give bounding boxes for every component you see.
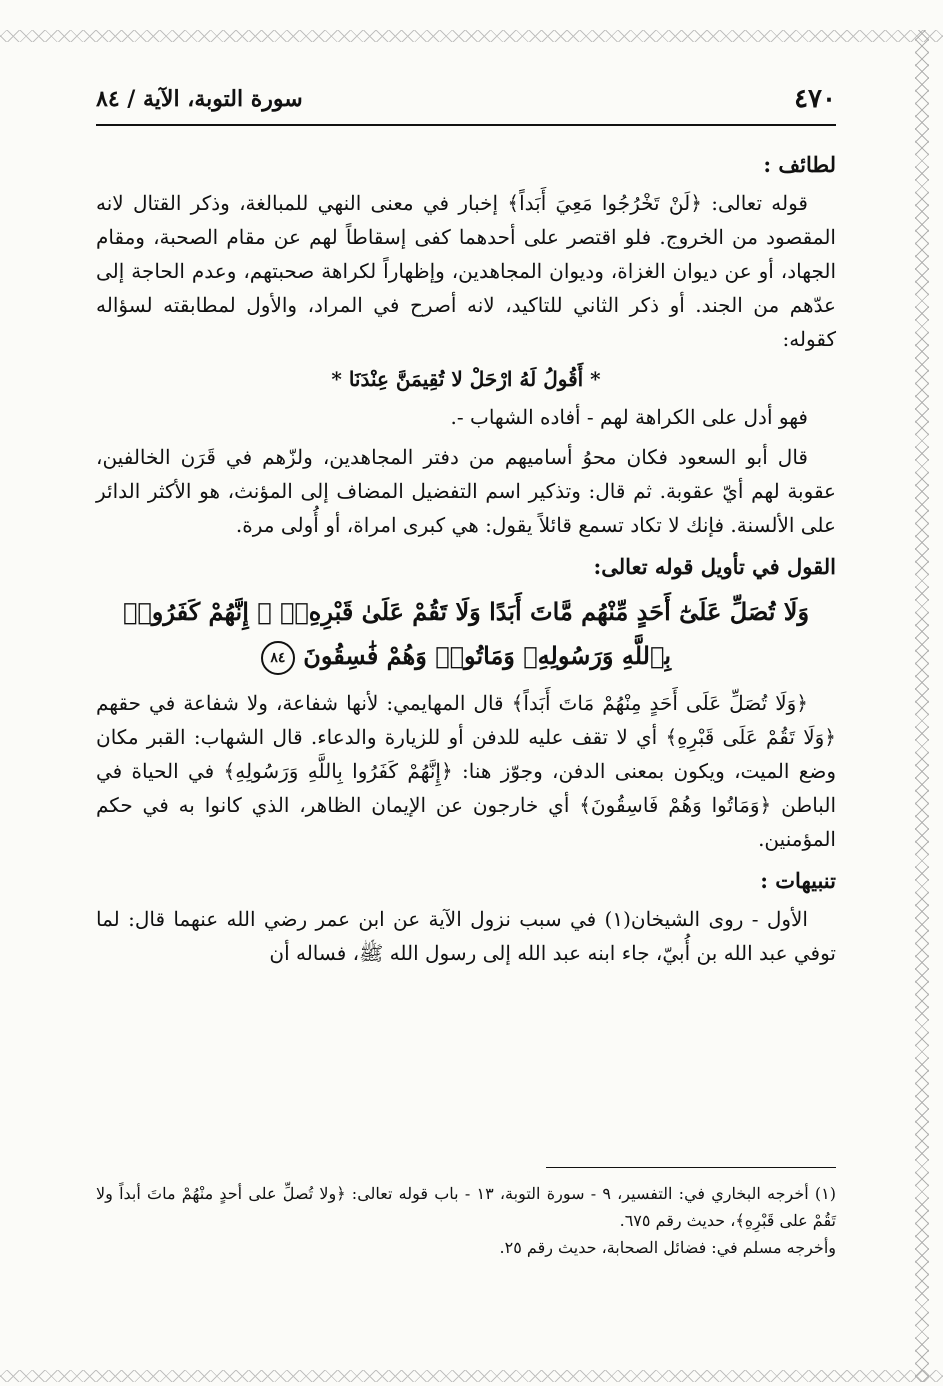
bottom-border-ornament bbox=[0, 1370, 943, 1382]
paragraph: الأول - روى الشيخان(١) في سبب نزول الآية عن ابن عمر رضي الله عنهما قال: لما توفي عبد الله بن أُبيّ، جاء ابنه عبد الله إلى رسول الله ﷺ، فساله أن bbox=[96, 907, 836, 965]
poetry-verse: * أَقُولُ لَهُ ارْحَلْ لا تُقِيمَنَّ عِنْدَنَا * bbox=[331, 367, 601, 391]
book-page bbox=[96, 82, 836, 1362]
quran-verse-text: وَلَا تُصَلِّ عَلَىٰٓ أَحَدٍ مِّنْهُم مَّاتَ أَبَدًا وَلَا تَقُمْ عَلَىٰ قَبْرِهِۦٓ ۖ إِنَّهُمْ كَفَرُوا۟ بِٱللَّهِ وَرَسُولِهِۦ وَمَاتُوا۟ وَهُمْ فَٰسِقُونَ bbox=[122, 597, 810, 670]
page-header bbox=[96, 82, 836, 126]
section-heading: القول في تأويل قوله تعالى: bbox=[593, 554, 836, 579]
page-number: ٤٧٠ bbox=[794, 84, 836, 114]
footnote: (١) أخرجه البخاري في: التفسير، ٩ - سورة التوبة، ١٣ - باب قوله تعالى: ﴿ولا تُصلِّ على أحدٍ منْهُمْ ماتَ أبداً ولا تَقُمْ على قَبْرِهِ﴾، حديث رقم ٦٧٥. bbox=[96, 1184, 837, 1230]
footnote: وأخرجه مسلم في: فضائل الصحابة، حديث رقم ٢٥. bbox=[499, 1238, 836, 1257]
top-border-ornament bbox=[0, 30, 943, 42]
right-border-ornament bbox=[915, 30, 929, 1382]
running-head: سورة التوبة، الآية / ٨٤ bbox=[96, 86, 303, 112]
quran-verse bbox=[96, 590, 836, 678]
paragraph: ﴿وَلَا تُصَلِّ عَلَى أَحَدٍ مِنْهُمْ مَاتَ أَبَداً﴾ قال المهايمي: لأنها شفاعة، ولا شفاعة في حقهم ﴿وَلَا تَقُمْ عَلَى قَبْرِهِ﴾ أي لا تقف عليه للدفن أو للزيارة والدعاء. قال الشهاب: القبر مكان وضع الميت، ويكون بمعنى الدفن، وجوّز هنا: ﴿إِنَّهُمْ كَفَرُوا بِاللَّهِ وَرَسُولِهِ﴾ في الحياة في الباطن ﴿وَمَاتُوا وَهُمْ فَاسِقُونَ﴾ أي خارجون عن الإيمان الظاهر، الذي كانوا به في حكم المؤمنين. bbox=[96, 691, 836, 851]
section-heading: تنبيهات : bbox=[760, 868, 836, 893]
paragraph: فهو أدل على الكراهة لهم - أفاده الشهاب -. bbox=[450, 405, 808, 429]
footnotes bbox=[96, 1180, 836, 1261]
section-heading: لطائف : bbox=[763, 152, 836, 177]
footnote-divider bbox=[546, 1167, 836, 1168]
paragraph: قال أبو السعود فكان محوُ أساميهم من دفتر المجاهدين، ولزّهم في قَرَن الخالفين، عقوبة لهم أيّ عقوبة. ثم قال: وتذكير اسم التفضيل المضاف إلى المؤنث، هو الأكثر الدائر على الألسنة. فإنك لا تكاد تسمع قائلاً يقول: هي كبرى امراة، أو أُولى مرة. bbox=[96, 445, 836, 537]
paragraph: قوله تعالى: ﴿لَنْ تَخْرُجُوا مَعِيَ أَبَداً﴾ إخبار في معنى النهي للمبالغة، وذكر القتال لانه المقصود من الخروج. فلو اقتصر على أحدهما كفى إسقاطاً لهم عن مقام الصحبة، ومقام الجهاد، أو عن ديوان الغزاة، وديوان المجاهدين، وإظهاراً لكراهة صحبتهم، وعدم الحاجة إلى عدّهم من الجند. أو ذكر الثاني للتاكيد، لانه أصرح في المراد، والأول لمطابقته لسؤاله كقوله: bbox=[96, 191, 836, 351]
main-text bbox=[96, 140, 836, 976]
ayah-number-icon: ٨٤ bbox=[261, 641, 295, 675]
